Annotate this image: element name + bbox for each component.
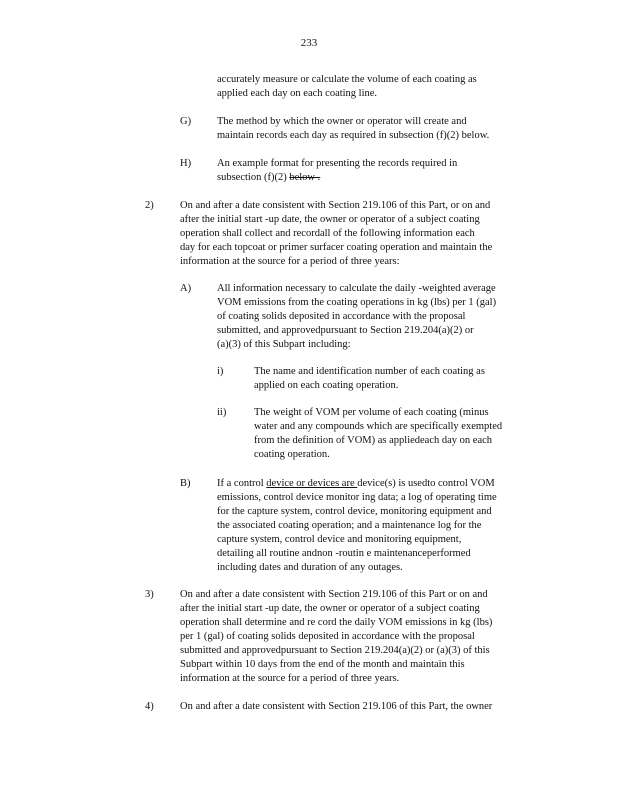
text-line: submitted and approvedpursuant to Section 219.204(a)(2) or (a)(3) of this (180, 645, 490, 656)
text-line: applied on each coating operation. (254, 380, 399, 391)
text-line: operation shall determine and re cord the daily VOM emissions in kg (lbs) (180, 617, 493, 628)
text-line: Subpart within 10 days from the end of the month and maintain this (180, 659, 465, 670)
section-label-4: 4) (145, 701, 154, 712)
struck-text: below . (289, 172, 321, 183)
text-line: after the initial start -up date, the owner or operator of a subject coating (180, 214, 480, 225)
text-line: coating operation. (254, 449, 330, 460)
text-line: per 1 (gal) of coating solids deposited in accordance with the proposal (180, 631, 475, 642)
item-h-text (217, 157, 457, 185)
text-line: The method by which the owner or operator will create and (217, 116, 467, 127)
text-line: operation shall collect and recordall of the following information each (180, 228, 475, 239)
page-number: 233 (300, 37, 318, 49)
text-line: On and after a date consistent with Section 219.106 of this Part, or on and (180, 200, 491, 211)
text-run: subsection (f)(2) (217, 172, 290, 183)
item-label-a: A) (180, 283, 192, 294)
text-line (217, 477, 497, 491)
text-line: including dates and duration of any outages. (217, 562, 403, 573)
text-line: All information necessary to calculate the daily -weighted average (217, 283, 496, 294)
text-line: applied each day on each coating line. (217, 88, 378, 99)
text-line (217, 171, 457, 185)
text-line: accurately measure or calculate the volume of each coating as (217, 74, 477, 85)
text-line: information at the source for a period of three years. (180, 673, 400, 684)
item-label-g: G) (180, 116, 192, 127)
section-3-text (180, 588, 492, 686)
text-line: detailing all routine andnon -routin e maintenanceperformed (217, 548, 471, 559)
text-line: An example format for presenting the records required in (217, 158, 458, 169)
item-label-h: H) (180, 158, 192, 169)
text-line: submitted, and approvedpursuant to Section 219.204(a)(2) or (217, 325, 474, 336)
text-line: for the capture system, control device, monitoring equipment and (217, 506, 492, 517)
text-line: information at the source for a period of three years: (180, 256, 400, 267)
item-b-text (217, 477, 497, 575)
text-line: On and after a date consistent with Section 219.106 of this Part, the owner (180, 701, 493, 712)
text-line: of coating solids deposited in accordance with the proposal (217, 311, 466, 322)
section-2-text (180, 199, 492, 269)
item-g-text (217, 115, 489, 143)
text-line: VOM emissions from the coating operations in kg (lbs) per 1 (gal) (217, 297, 497, 308)
text-line: after the initial start -up date, the owner or operator of a subject coating (180, 603, 480, 614)
text-line: capture system, control device and monitoring equipment, (217, 534, 462, 545)
text-line: The weight of VOM per volume of each coating (minus (254, 407, 489, 418)
text-line: from the definition of VOM) as appliedeach day on each (254, 435, 493, 446)
text-line: On and after a date consistent with Section 219.106 of this Part or on and (180, 589, 488, 600)
text-line: The name and identification number of each coating as (254, 366, 485, 377)
subitem-label-i: i) (217, 366, 224, 377)
text-line: (a)(3) of this Subpart including: (217, 339, 351, 350)
section-label-3: 3) (145, 589, 154, 600)
subitem-label-ii: ii) (217, 407, 227, 418)
subitem-ii-text (254, 406, 502, 462)
underlined-text: device or devices are (266, 478, 358, 489)
text-line: the associated coating operation; and a maintenance log for the (217, 520, 482, 531)
continued-item-text (217, 73, 477, 101)
text-run: device(s) is usedto control VOM (357, 478, 495, 489)
item-label-b: B) (180, 478, 191, 489)
section-4-text (180, 700, 492, 714)
text-line: maintain records each day as required in subsection (f)(2) below. (217, 130, 490, 141)
item-a-text (217, 282, 496, 352)
section-label-2: 2) (145, 200, 154, 211)
text-line: emissions, control device monitor ing data; a log of operating time (217, 492, 497, 503)
text-line: water and any compounds which are specifically exempted (254, 421, 503, 432)
text-line: day for each topcoat or primer surfacer coating operation and maintain the (180, 242, 493, 253)
text-run: If a control (217, 478, 267, 489)
subitem-i-text (254, 365, 485, 393)
